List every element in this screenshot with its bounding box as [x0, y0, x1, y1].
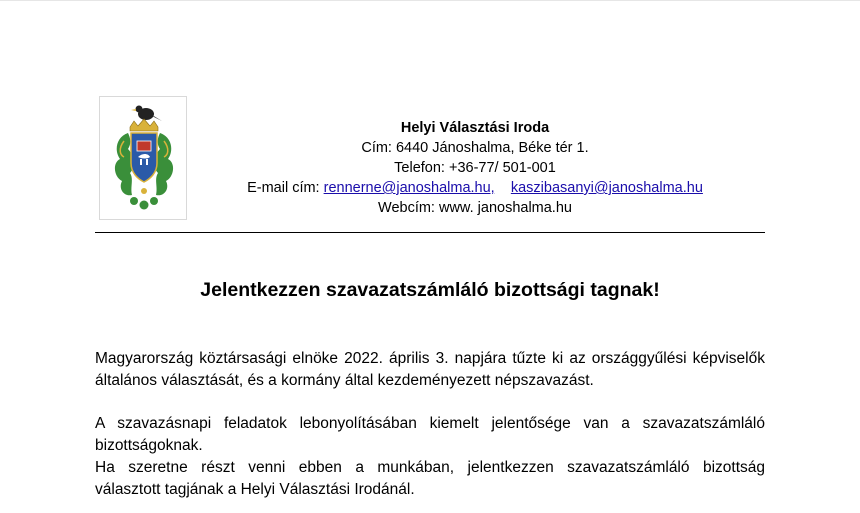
office-email-line	[190, 178, 760, 198]
coat-of-arms-icon	[100, 97, 188, 221]
paragraph-line: Magyarország köztársasági elnöke 2022. április 3. napjára tűzte ki az országgyűlési képviselők	[95, 350, 765, 367]
email-link-rennerne[interactable]: rennerne@janoshalma.hu,	[323, 180, 495, 196]
email-link-kaszibasanyi[interactable]: kaszibasanyi@janoshalma.hu	[510, 180, 703, 196]
office-web: Webcím: www. janoshalma.hu	[378, 200, 572, 216]
paragraph-line: bizottságoknak.	[95, 437, 203, 454]
header-divider	[95, 232, 765, 233]
paragraph-line: választott tagjának a Helyi Választási Irodánál.	[95, 481, 415, 498]
paragraph-apply	[95, 457, 765, 501]
paragraph-importance	[95, 413, 765, 457]
office-address: Cím: 6440 Jánoshalma, Béke tér 1.	[361, 140, 589, 156]
paragraph-line: általános választását, és a kormány által kezdeményezett népszavazást.	[95, 372, 594, 389]
coat-of-arms	[99, 96, 187, 220]
email-label: E-mail cím:	[247, 180, 324, 196]
page-top-border	[0, 0, 860, 1]
paragraph-line: Ha szeretne részt venni ebben a munkában, jelentkezzen szavazatszámláló bizottság	[95, 459, 765, 476]
paragraph-election	[95, 348, 765, 392]
office-name: Helyi Választási Iroda	[400, 120, 550, 136]
paragraph-line: A szavazásnapi feladatok lebonyolításában kiemelt jelentősége van a szavazatszámláló	[95, 415, 765, 432]
office-phone: Telefon: +36-77/ 501-001	[394, 160, 556, 176]
office-header	[190, 118, 760, 218]
page-title: Jelentkezzen szavazatszámláló bizottsági tagnak!	[200, 279, 660, 301]
